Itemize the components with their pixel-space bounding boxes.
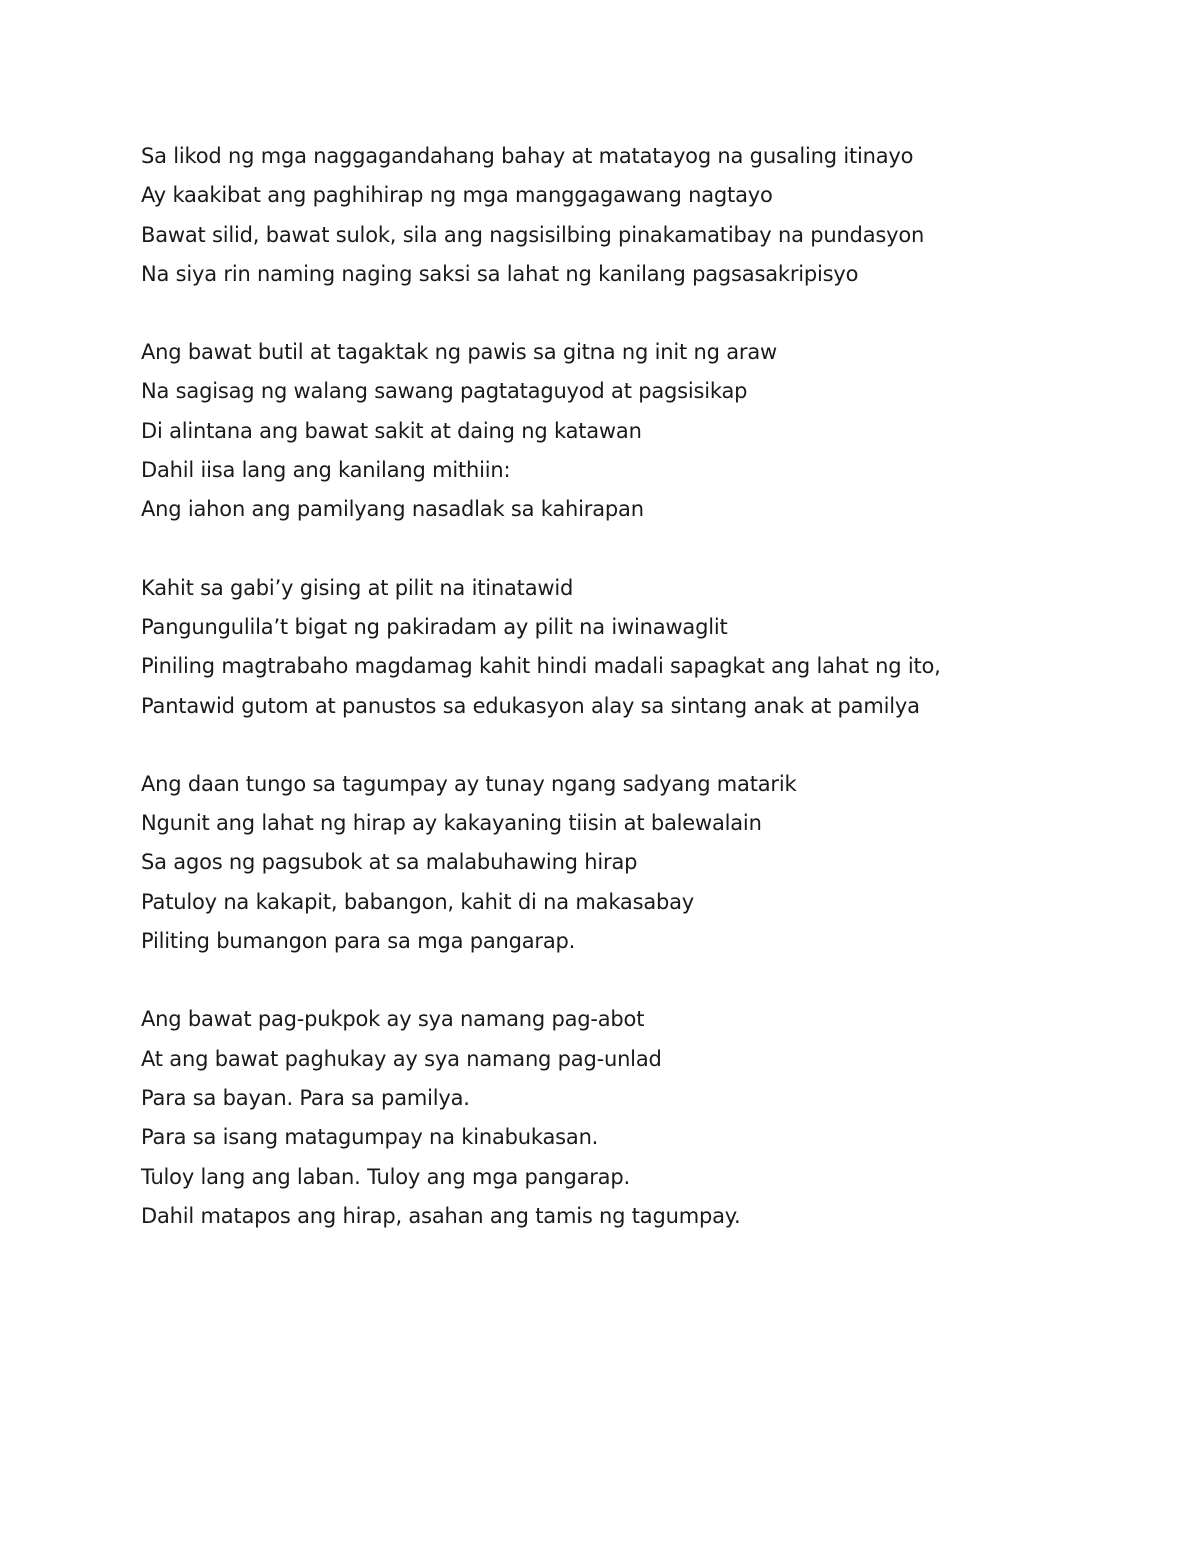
poem-line: Bawat silid, bawat sulok, sila ang nagsisilbing pinakamatibay na pundasyon: [141, 222, 925, 247]
poem-line: Ngunit ang lahat ng hirap ay kakayaning tiisin at balewalain: [141, 811, 762, 836]
poem-line: Para sa isang matagumpay na kinabukasan.: [141, 1125, 599, 1150]
poem-line: Pangungulila’t bigat ng pakiradam ay pilit na iwinawaglit: [141, 614, 728, 639]
poem-line: Pantawid gutom at panustos sa edukasyon alay sa sintang anak at pamilya: [141, 693, 920, 718]
poem-line: Di alintana ang bawat sakit at daing ng katawan: [141, 418, 642, 443]
poem-line: Ay kaakibat ang paghihirap ng mga manggagawang nagtayo: [141, 183, 773, 208]
poem-line: Sa likod ng mga naggagandahang bahay at matatayog na gusaling itinayo: [141, 144, 914, 168]
poem-line: Na sagisag ng walang sawang pagtataguyod at pagsisikap: [141, 379, 748, 404]
stanza-1: [141, 137, 1141, 294]
stanza-2: [141, 333, 1141, 529]
poem-line: Ang daan tungo sa tagumpay ay tunay ngang sadyang matarik: [141, 771, 797, 796]
poem-line: Ang bawat pag-pukpok ay sya namang pag-abot: [141, 1007, 645, 1032]
poem-line: Para sa bayan. Para sa pamilya.: [141, 1085, 470, 1110]
stanza-5: [141, 1000, 1141, 1236]
poem-line: Piliting bumangon para sa mga pangarap.: [141, 929, 576, 954]
poem-line: Ang iahon ang pamilyang nasadlak sa kahirapan: [141, 497, 644, 522]
poem-line: Dahil iisa lang ang kanilang mithiin:: [141, 458, 511, 483]
poem-line: Na siya rin naming naging saksi sa lahat ng kanilang pagsasakripisyo: [141, 261, 859, 286]
poem-line: Dahil matapos ang hirap, asahan ang tamis ng tagumpay.: [141, 1203, 741, 1228]
poem-line: Ang bawat butil at tagaktak ng pawis sa gitna ng init ng araw: [141, 340, 777, 365]
poem-line: Tuloy lang ang laban. Tuloy ang mga pangarap.: [141, 1164, 630, 1189]
poem-line: Piniling magtrabaho magdamag kahit hindi madali sapagkat ang lahat ng ito,: [141, 654, 941, 679]
poem-line: At ang bawat paghukay ay sya namang pag-unlad: [141, 1046, 662, 1071]
stanza-3: [141, 569, 1141, 726]
poem-line: Kahit sa gabi’y gising at pilit na itinatawid: [141, 575, 574, 600]
poem-line: Patuloy na kakapit, babangon, kahit di na makasabay: [141, 889, 695, 914]
poem-body: [141, 137, 1141, 1275]
poem-line: Sa agos ng pagsubok at sa malabuhawing hirap: [141, 850, 638, 875]
stanza-4: [141, 765, 1141, 961]
